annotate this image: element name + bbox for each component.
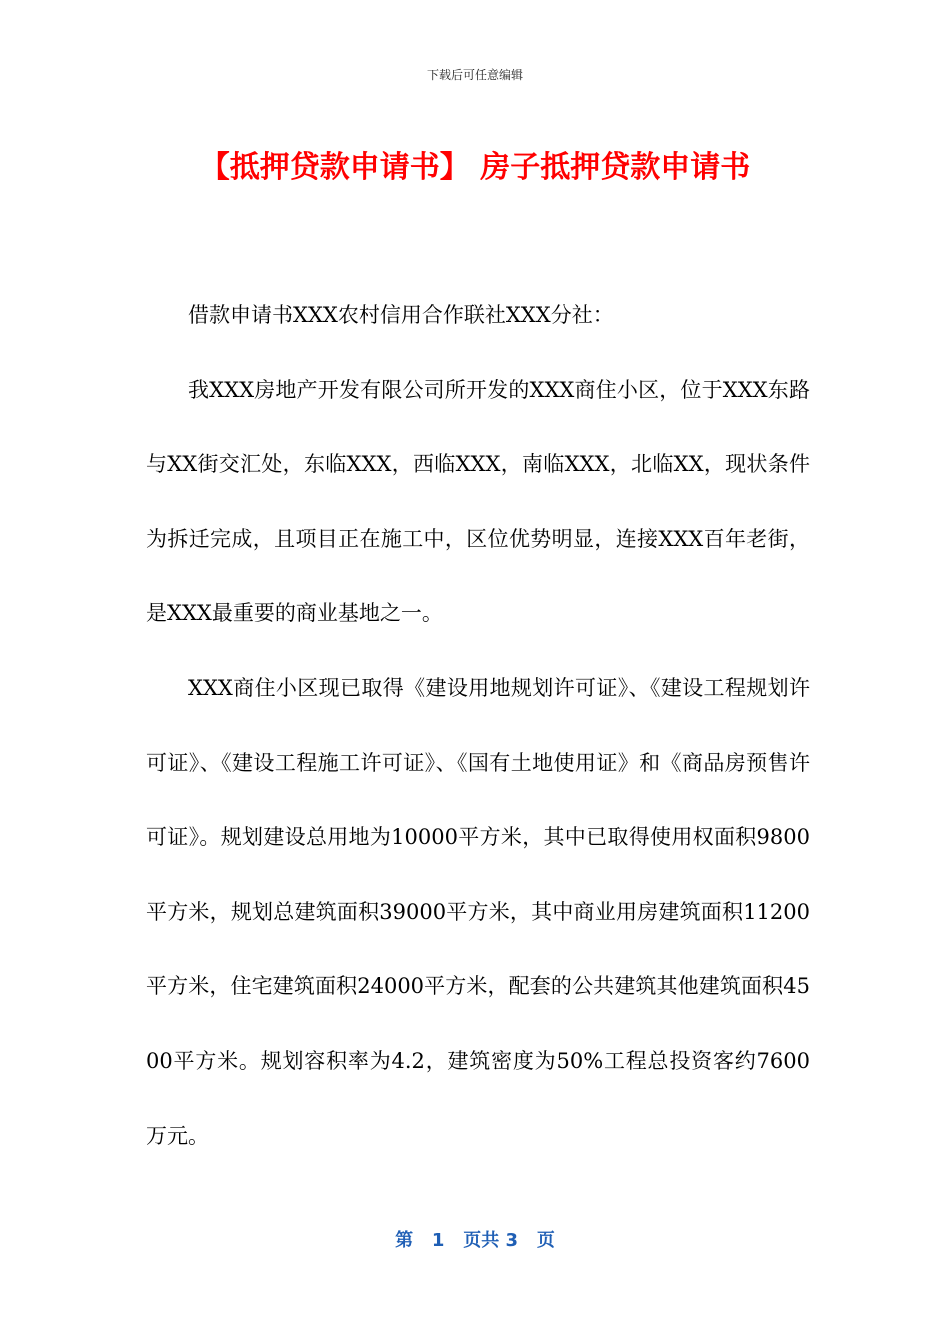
footer-page-suffix: 页 — [536, 1230, 555, 1251]
footer-page-total: 3 — [505, 1230, 519, 1251]
body-paragraph: 我XXX房地产开发有限公司所开发的XXX商住小区，位于XXX东路与XX街交汇处，东临XXX，西临XXX，南临XXX，北临XX，现状条件为拆迁完成，且项目正在施工中，区位优势明显，连接XXX百年老街，是XXX最重要的商业基地之一。 — [146, 377, 810, 626]
page-footer — [0, 1226, 950, 1252]
document-body — [146, 278, 810, 1173]
header-note: 下载后可任意编辑 — [426, 68, 523, 82]
footer-page-middle: 页共 — [463, 1230, 500, 1251]
footer-page-prefix: 第 — [395, 1230, 414, 1251]
salutation-paragraph: 借款申请书XXX农村信用合作联社XXX分社： — [188, 303, 614, 327]
body-paragraph: XXX商住小区现已取得《建设用地规划许可证》、《建设工程规划许可证》、《建设工程施工许可证》、《国有土地使用证》和《商品房预售许可证》。规划建设总用地为10000平方米，其中已取得使用权面积9800平方米，规划总建筑面积39000平方米，其中商业用房建筑面积11200平方米，住宅建筑面积24000平方米，配套的公共建筑其他建筑面积4500平方米。规划容积率为4.2，建筑密度为50%工程总投资客约7600万元。 — [146, 675, 810, 1148]
document-title: 【抵押贷款申请书】 房子抵押贷款申请书 — [199, 150, 751, 185]
footer-page-number: 1 — [431, 1230, 445, 1251]
